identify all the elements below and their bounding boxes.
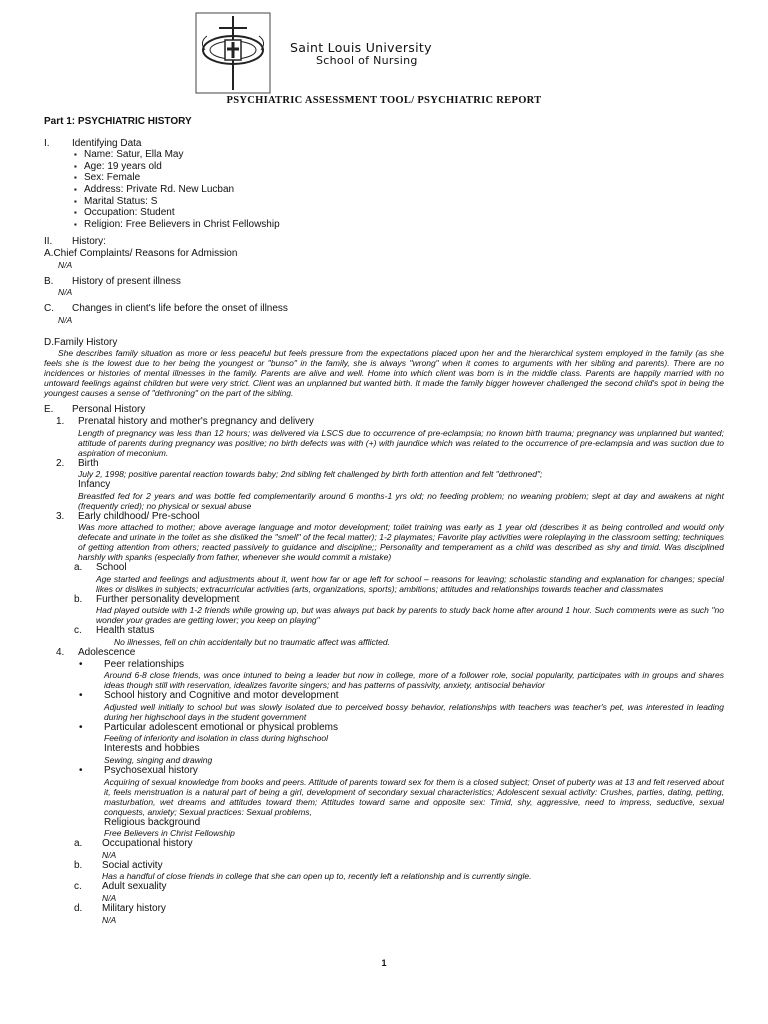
list-item: ▪ Religion: Free Believers in Christ Fellowship — [74, 219, 724, 231]
list-item: ▪ Occupation: Student — [74, 207, 724, 219]
birth-text: July 2, 1998; positive parental reaction towards baby; 2nd sibling felt challenged by birth forth attention and felt "dethroned"; — [78, 469, 543, 480]
personality-text: Had played outside with 1-2 friends while growing up, but was always put back by parents to study back home after around 1 hour. Such comments were as such "no wonder your grades are getting lower; you keep on playing" — [96, 605, 724, 626]
religious-heading: Religious background — [104, 816, 201, 828]
peer-relationships-heading: • Peer relationships — [104, 658, 185, 670]
personal-history-heading: E. Personal History — [44, 404, 146, 416]
prenatal-heading: 1. Prenatal history and mother's pregnancy and delivery — [56, 415, 314, 427]
interests-heading: Interests and hobbies — [104, 743, 200, 755]
psychosexual-heading: • Psychosexual history — [104, 765, 198, 777]
emotional-problems-text: Feeling of inferiority and isolation in class during highschool — [104, 733, 328, 744]
adolescence-list — [56, 659, 724, 839]
health-status-text: No illnesses, fell on chin accidentally but no traumatic affect was afflicted. — [114, 637, 390, 648]
list-item: ▪ Marital Status: S — [74, 196, 724, 208]
occupational-text: N/A — [102, 849, 117, 860]
present-illness-heading: B. History of present illness — [44, 275, 181, 287]
early-childhood-heading: 3. Early childhood/ Pre-school — [56, 510, 200, 522]
psychosexual-text: Acquiring of sexual knowledge from books and peers. Attitude of parents toward sex for them is a closed subject; Onset of puberty was at 13 and felt reserved about it, feels menstruation is a natural part of being a girl, development of secondary sexual characteristics; Adolescent sexual activity: Crushes, parties, dating, petting, masturbation, wet dreams and attitudes toward them; Attitudes toward same and opposite sex: Timid, shy, aggressive, need to impress, seductive, sexual conquests, anxiety; Sexual practices: Sexual problems, — [104, 776, 724, 817]
occupational-heading: a. Occupational history — [74, 838, 193, 850]
life-changes-heading: C. Changes in client's life before the onset of illness — [44, 303, 288, 315]
school-heading: a. School — [74, 562, 127, 574]
family-history-heading: D.Family History — [44, 336, 118, 348]
university-name: Saint Louis University — [290, 40, 432, 55]
school-history-heading: • School history and Cognitive and motor development — [104, 690, 339, 702]
document-body — [44, 116, 724, 925]
list-item: ▪ Sex: Female — [74, 172, 724, 184]
early-childhood-text: Was more attached to mother; above average language and motor development; toilet training was early as 1 year old (describes it as being controlled and would only defecate and urinate in the toilet as she disliked the "smell" of the fecal matter); 1-2 playmates; Favorite play activities were roleplaying in the classroom setting; techniques of getting attention from others; reacted passively to guidance and discipline;; Personality and temperament as a child was described as shy and timid. Was disciplined harshly with spanks (especially from father, whenever she would commit a mistake) — [78, 522, 724, 563]
list-item — [76, 690, 724, 722]
infancy-heading: Infancy — [78, 479, 111, 491]
list-item: ▪ Address: Private Rd. New Lucban — [74, 184, 724, 196]
school-name: School of Nursing — [316, 54, 418, 67]
list-item — [76, 659, 724, 691]
adult-sexuality-heading: c. Adult sexuality — [74, 881, 167, 893]
peer-relationships-text: Around 6-8 close friends, was once intuned to being a leader but now in college, more of a follower role, social popularity, participates with in groups and shares ideas though still with reservation, idealizes favorite singers; and has patterns of passivity, anxiety, antisocial behavior — [104, 670, 724, 691]
emotional-problems-heading: • Particular adolescent emotional or physical problems — [104, 721, 339, 733]
adult-sexuality-text: N/A — [102, 893, 117, 903]
school-history-text: Adjusted well initially to school but was slowly isolated due to perceived bossy behavior, relationships with teachers was teacher's pet, was interested in leading during her highschool days in the student government — [104, 701, 724, 722]
chief-complaints-text: N/A — [58, 259, 73, 270]
list-item: ▪ Age: 19 years old — [74, 161, 724, 173]
health-status-heading: c. Health status — [74, 625, 155, 637]
infancy-text: Breastfed fed for 2 years and was bottle fed complementarily around 6 months-1 yrs old; no feeding problem; no weaning problem; slept at day and awakens at night (frequently cried); no physical or sexual abuse — [78, 490, 724, 511]
part-heading: Part 1: PSYCHIATRIC HISTORY — [44, 116, 192, 127]
social-activity-heading: b. Social activity — [74, 859, 163, 871]
prenatal-text: Length of pregnancy was less than 12 hours; was delivered via LSCS due to occurrence of pre-eclampsia; no known birth trauma; pregnancy was unplanned but wanted; attitude of parents during pregnancy was positive; no birth defects was with (+) with jaundice which was related to the occurrence of pre-eclampsia and was suction due to aspiration of meconium. — [78, 427, 724, 458]
interests-text: Sewing, singing and drawing — [104, 755, 213, 766]
family-history-text: She describes family situation as more or less peaceful but feels pressure from the expectations placed upon her and the hierarchical system employed in the family (as she feels she is the lowest due to her being the youngest or "bunso" in the family, she is always "wrong" when it comes to arguments with her sibling and parents). There are no incidences or histories of mental illnesses in the family. Parents are alive and well. Home into which client was born is in the middle class. Parents are happily married with no untoward feelings against children but were very strict. Client was an unplanned but wanted birth. It made the family bigger however challenged the second child's spot in being the youngest causes a sense of "dethroning" on the part of the sibling. — [44, 348, 724, 399]
identifying-data-list — [44, 149, 724, 230]
list-item: ▪ Name: Satur, Ella May — [74, 149, 724, 161]
history-heading: II. History: — [44, 236, 106, 248]
religious-text: Free Believers in Christ Fellowship — [104, 828, 235, 839]
chief-complaints-heading: A.Chief Complaints/ Reasons for Admission — [44, 247, 238, 259]
identifying-data-heading: I. Identifying Data — [44, 137, 142, 149]
military-history-heading: d. Military history — [74, 903, 166, 914]
page-number: 1 — [381, 958, 387, 968]
personality-heading: b. Further personality development — [74, 593, 240, 605]
list-item — [76, 722, 724, 765]
university-seal-logo — [195, 12, 271, 94]
list-item — [76, 765, 724, 838]
military-history-text: N/A — [102, 914, 117, 925]
social-activity-text: Has a handful of close friends in college that she can open up to, recently left a relationship and is currently single. — [102, 871, 532, 882]
document-title: PSYCHIATRIC ASSESSMENT TOOL/ PSYCHIATRIC REPORT — [226, 95, 542, 106]
birth-heading: 2. Birth — [56, 457, 99, 469]
present-illness-text: N/A — [58, 287, 73, 298]
adolescence-heading: 4. Adolescence — [56, 647, 136, 659]
school-text: Age started and feelings and adjustments about it, went how far or age left for school – reasons for leaving; scholastic standing and explanation for changes; special likes or dislikes in subjects; extracurricular activities (arts, organizations, sports); ambitions; attitudes and relationships towards teacher and classmates — [96, 573, 724, 594]
life-changes-text: N/A — [58, 314, 73, 325]
